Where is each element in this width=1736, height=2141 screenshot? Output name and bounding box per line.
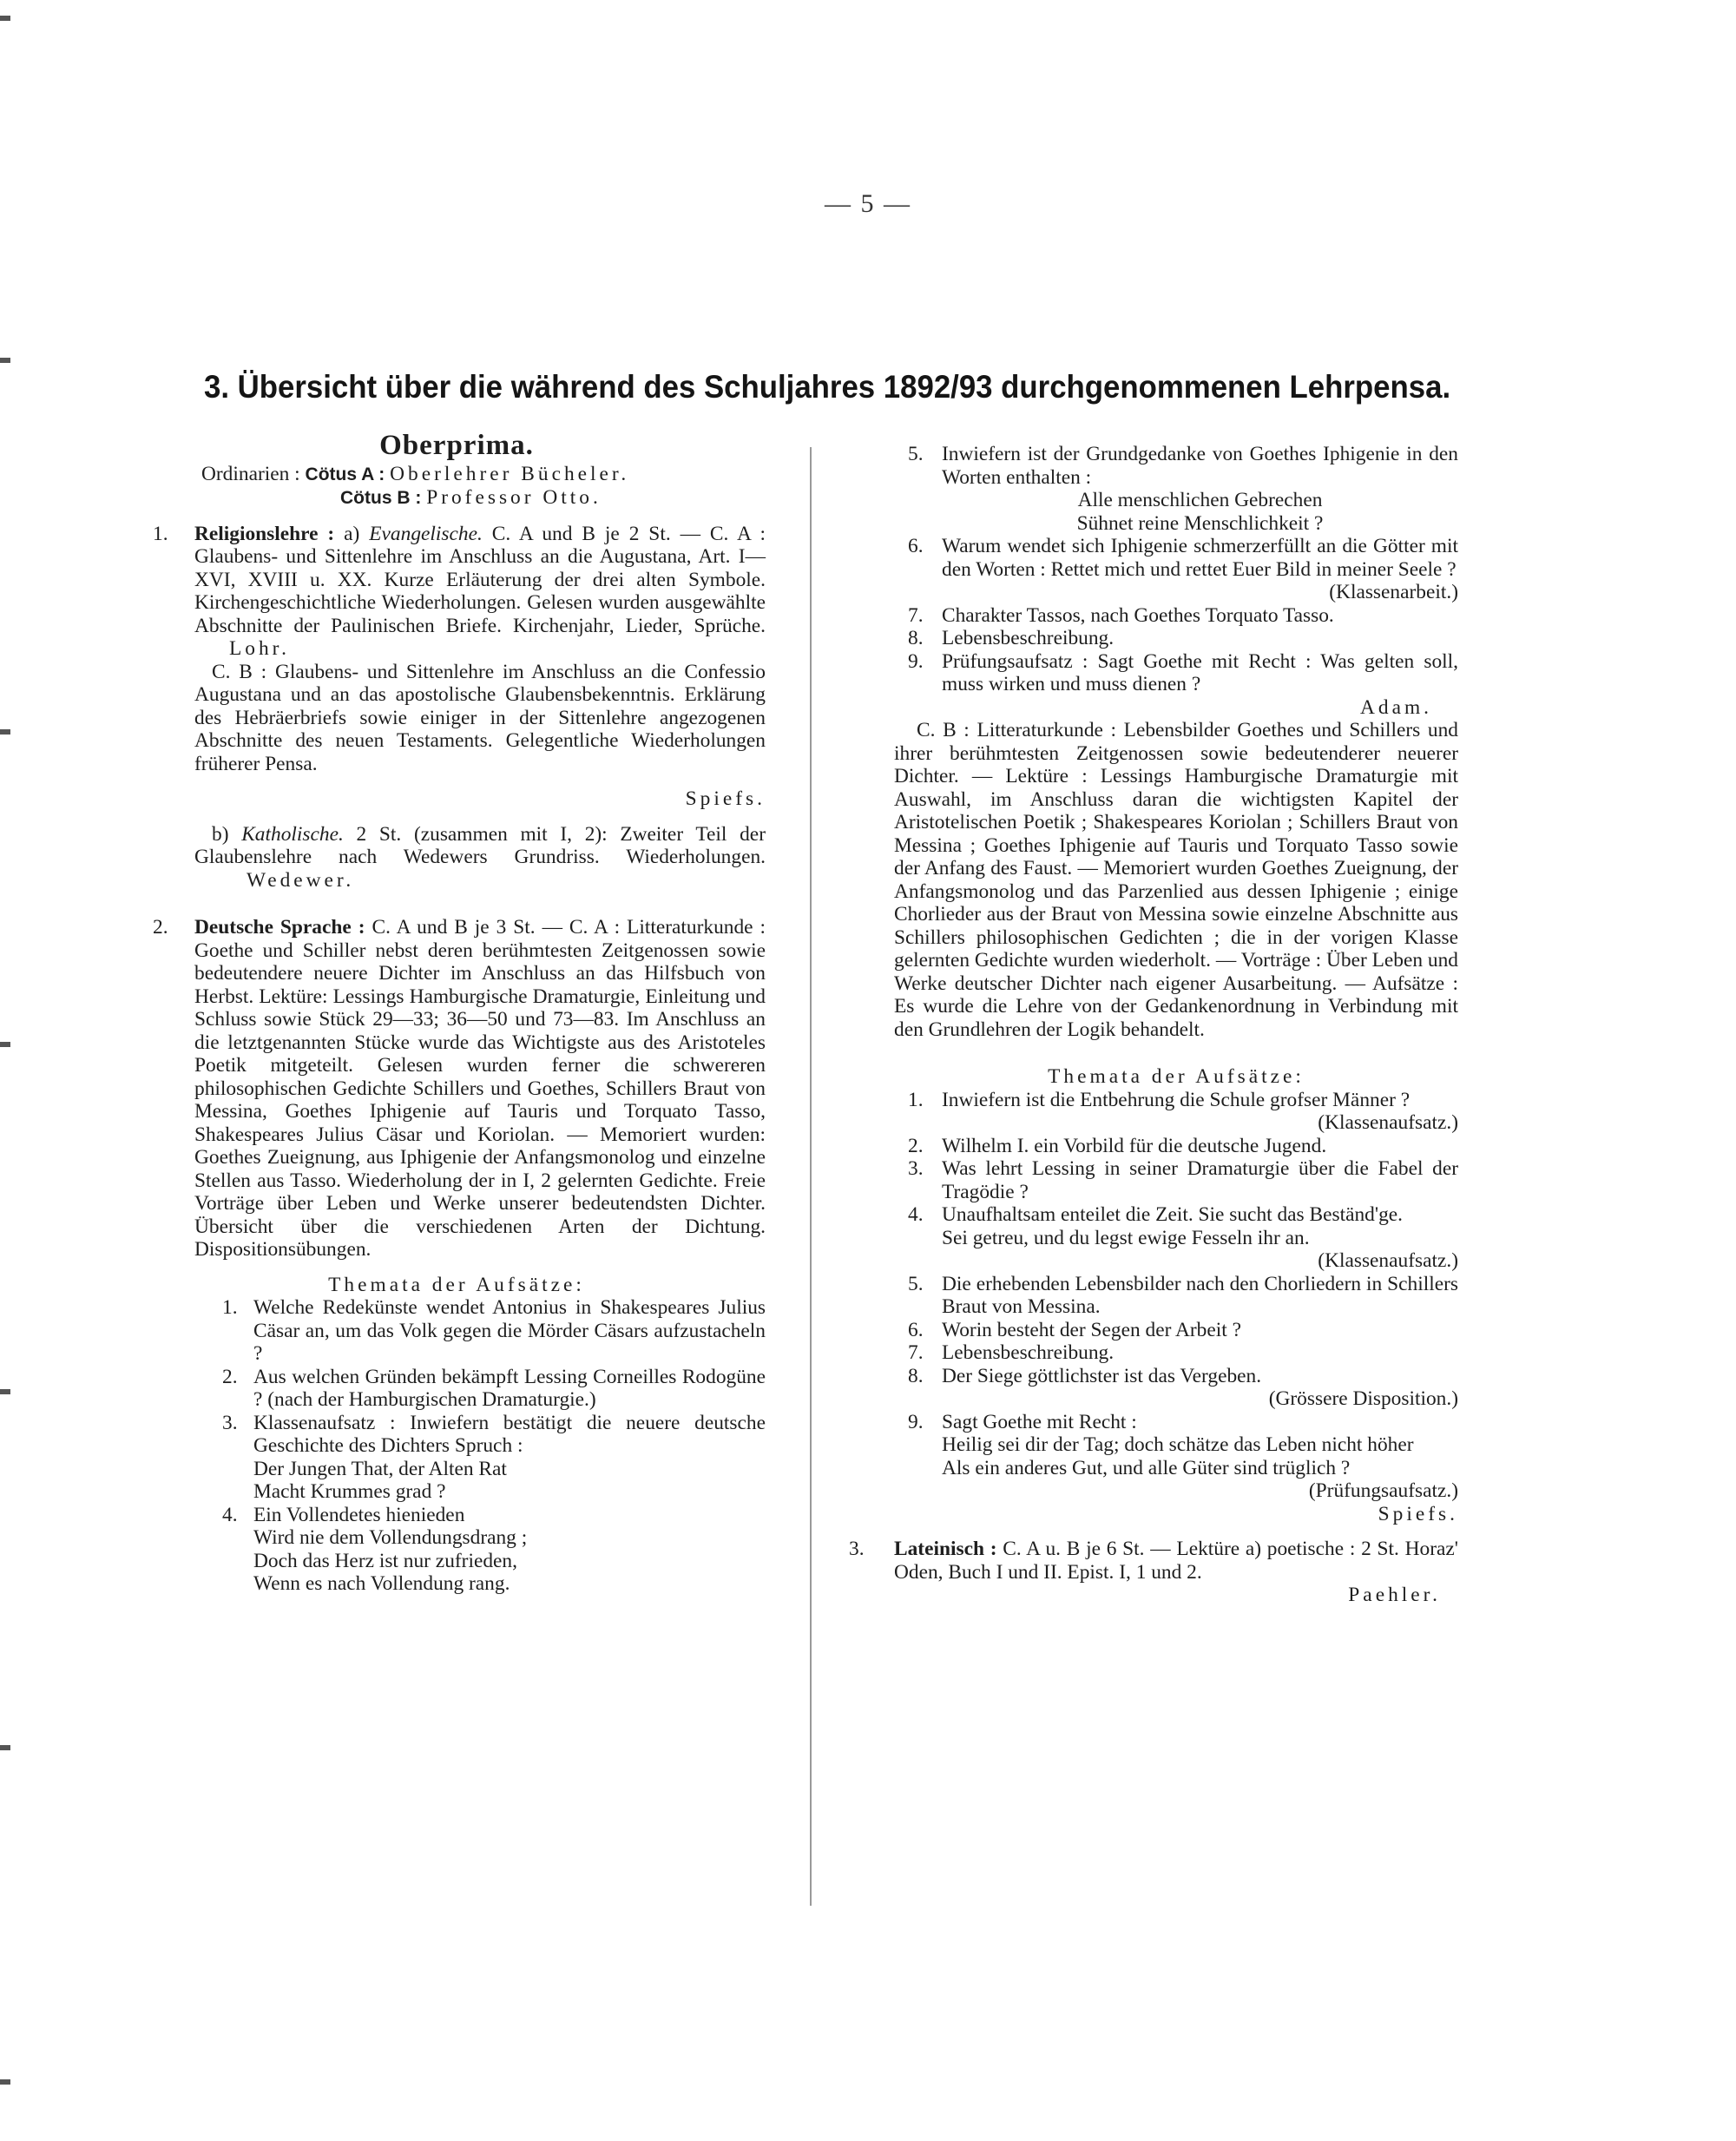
item-number: 1. — [908, 1088, 924, 1111]
item-number: 7. — [908, 603, 924, 627]
coetus-a-teacher: Oberlehrer Bücheler. — [390, 462, 630, 485]
poem-line: Der Jungen That, der Alten Rat — [253, 1457, 507, 1480]
item-text: Prüfungsaufsatz : Sagt Goethe mit Recht : Was gelten soll, muss wirken und muss dienen ? — [942, 649, 1458, 695]
poem-line: Unaufhaltsam enteilet die Zeit. Sie sucht das Beständ'ge. — [942, 1203, 1404, 1226]
binding-mark — [0, 1042, 10, 1047]
item-note: (Klassenaufsatz.) — [1318, 1249, 1458, 1272]
paragraph-text: C. A u. B je 6 St. — Lektüre a) poetische : 2 St. Horaz' Oden, Buch I und II. Epist. I, 1 und 2. — [894, 1538, 1458, 1584]
item-text: Lebensbeschreibung. — [942, 1341, 1115, 1364]
poem-line: Heilig sei dir der Tag; doch schätze das Leben nicht höher — [942, 1433, 1414, 1456]
list-item — [894, 650, 1458, 696]
teacher-name: Adam. — [1359, 695, 1432, 719]
poem-line: Doch das Herz ist nur zufrieden, — [253, 1549, 517, 1572]
poem-line: Sei getreu, und du legst ewige Fesseln ihr an. — [942, 1226, 1310, 1249]
item-text: Lebensbeschreibung. — [942, 627, 1115, 649]
item-note: (Klassenarbeit.) — [1329, 581, 1458, 603]
section-number: 1. — [153, 522, 168, 545]
ordinarien-a — [201, 463, 766, 487]
item-number: 8. — [908, 1364, 924, 1387]
list-item — [894, 1341, 1458, 1365]
list-item — [894, 535, 1458, 581]
poem-line: Alle menschlichen Gebrechen — [1077, 489, 1323, 511]
section-deutsch — [148, 916, 766, 1262]
subsection-katholisch: Katholische. — [241, 822, 344, 846]
item-text: Warum wendet sich Iphigenie schmerzerfüllt an die Götter mit den Worten : Rettet mich und rettet Euer Bild in meiner Seele ? — [942, 535, 1458, 581]
item-text: Aus welchen Gründen bekämpft Lessing Corneilles Rodogüne ? (nach der Hamburgischen Dramaturgie.) — [253, 1365, 766, 1411]
list-item — [894, 627, 1458, 650]
item-number: 4. — [908, 1203, 924, 1226]
section-heading-latein: Lateinisch : — [894, 1538, 997, 1560]
subsection-evangelisch: Evangelische. — [369, 522, 483, 545]
list-item — [148, 1366, 766, 1412]
item-note: (Grössere Disposition.) — [1268, 1387, 1458, 1410]
list-item — [894, 604, 1458, 628]
list-item — [148, 1504, 766, 1527]
poem-line: Ein Vollendetes hienieden — [253, 1503, 465, 1526]
poem-line: Als ein anderes Gut, und alle Güter sind trüglich ? — [942, 1456, 1351, 1479]
themata-list — [148, 1296, 766, 1596]
paragraph-text: C. B : Glaubens- und Sittenlehre im Anschluss an die Confessio Augustana und an das apostolische Glaubensbekenntnis. Erklärung des Hebräerbriefs sowie einiger in der Sittenlehre angezogenen Abschnitte des neuen Testaments. Gelegentliche Wiederholungen früherer Pensa. — [194, 660, 766, 775]
item-text: Die erhebenden Lebensbilder nach den Chorliedern in Schillers Braut von Messina. — [942, 1272, 1458, 1318]
list-item — [894, 1088, 1458, 1134]
column-divider — [810, 447, 812, 1906]
item-number: 9. — [908, 649, 924, 673]
item-text: Worin besteht der Segen der Arbeit ? — [942, 1318, 1241, 1341]
binding-mark — [0, 2079, 10, 2085]
list-item — [894, 1135, 1458, 1158]
ordinarien-label: Ordinarien : — [201, 462, 300, 485]
item-text: Klassenaufsatz : Inwiefern bestätigt die neuere deutsche Geschichte des Dichters Spruch : — [253, 1411, 766, 1457]
list-item — [148, 1296, 766, 1366]
themata-title: Themata der Aufsätze: — [328, 1273, 585, 1296]
item-number: 5. — [908, 443, 924, 465]
item-text: Sagt Goethe mit Recht : — [942, 1410, 1137, 1433]
item-number: 6. — [908, 535, 924, 557]
item-text: Charakter Tassos, nach Goethes Torquato Tasso. — [942, 603, 1334, 627]
list-item — [894, 1411, 1458, 1434]
section-religion-kath — [148, 823, 766, 893]
paragraph-text: 2 St. (zusammen mit I, 2): Zweiter Teil der Glaubenslehre nach Wedewers Grundriss. Wiederholungen. — [194, 822, 766, 868]
class-title: Oberprima. — [379, 430, 534, 461]
item-text: Der Siege göttlichster ist das Vergeben. — [942, 1364, 1262, 1387]
binding-mark — [0, 1745, 10, 1750]
item-text: Inwiefern ist der Grundgedanke von Goethes Iphigenie in den Worten enthalten : — [942, 443, 1458, 489]
item-note: (Prüfungsaufsatz.) — [1308, 1479, 1458, 1502]
paragraph-text: C. A und B je 2 St. — C. A : Glaubens- und Sittenlehre im Anschluss an die Augustana, Art. I—XVI, XVIII u. XX. Kurze Erläuterung der drei alten Symbole. Kirchengeschichtliche Wiederholungen. Gelesen wurden ausgewählte Abschnitte der Paulinischen Briefe. Kirchenjahr, Lieder, Sprüche. — [194, 522, 766, 637]
list-item — [894, 1157, 1458, 1203]
subsection-marker: a) — [344, 522, 360, 545]
item-text: Was lehrt Lessing in seiner Dramaturgie über die Fabel der Tragödie ? — [942, 1157, 1458, 1203]
item-text: Inwiefern ist die Entbehrung die Schule grofser Männer ? — [942, 1088, 1410, 1111]
item-number: 9. — [908, 1410, 924, 1433]
section-number: 3. — [849, 1538, 865, 1560]
coetus-b-label: Cötus B : — [340, 488, 422, 508]
paragraph-cb: C. B : Litteraturkunde : Lebensbilder Goethes und Schillers und ihrer berühmtesten Zeitgenossen sowie bedeutenderer neuerer Dichter. — Lektüre : Lessings Hamburgische Dramaturgie mit Auswahl, im Anschluss daran die wichtigsten Kapitel der Aristotelischen Poetik ; Shakespeares Koriolan ; Schillers Braut von Messina ; Goethes Iphigenie auf Tauris und Torquato Tasso sowie der Anfang des Faust. — Memoriert wurden Goethes Zueignung, der Anfangsmonolog und das Parzenlied aus dessen Iphigenie ; einige Chorlieder aus der Braut von Messina sowie einzelne Abschnitte aus Schillers philosophischen Gedichten ; die in der vorigen Klasse gelernten Gedichte wurden wiederholt. — Vorträge : Über Leben und Werke deutscher Dichter nach eigener Ausarbeitung. — Aufsätze : Es wurde die Lehre von der Gedankenordnung in Verbindung mit den Grundlehren der Logik behandelt. — [894, 719, 1458, 1041]
poem-line: Wenn es nach Vollendung rang. — [253, 1572, 510, 1595]
poem-line: Wird nie dem Vollendungsdrang ; — [253, 1526, 528, 1549]
binding-mark — [0, 729, 10, 735]
binding-mark — [0, 1389, 10, 1394]
section-heading-deutsch: Deutsche Sprache : — [194, 916, 365, 939]
themata-list — [894, 1089, 1458, 1526]
teacher-name: Spiefs. — [685, 787, 766, 810]
list-item — [894, 1203, 1458, 1227]
section-heading-religion: Religionslehre : — [194, 522, 335, 545]
right-column — [849, 443, 1458, 1607]
item-text: Wilhelm I. ein Vorbild für die deutsche Jugend. — [942, 1134, 1327, 1157]
teacher-name: Paehler. — [1348, 1584, 1441, 1606]
section-religion-cb — [148, 661, 766, 811]
paragraph-text: C. A und B je 3 St. — C. A : Litteraturkunde : Goethe und Schiller nebst deren berühmtesten Zeitgenossen sowie bedeutendere neuere Dichter im Anschluss an das Hilfsbuch von Herbst. Lektüre: Lessings Hamburgische Dramaturgie, Einleitung und Schluss sowie Stück 29—33; 36—50 und 73—83. Im Anschluss an die letztgenannten Stücke wurde das Wichtigste aus des Aristoteles Poetik mitgeteilt. Gelesen wurden ferner die schwereren philosophischen Gedichte Schillers und Goethes, Schillers Braut von Messina, Goethes Iphigenie auf Tauris und Torquato Tasso, Shakespeares Julius Cäsar und Koriolan. — Memoriert wurden: Goethes Zueignung, aus Iphigenie der Anfangsmonolog und einzelne Stellen aus Tasso. Wiederholung der in I, 2 gelernten Gedichte. Freie Vorträge über Leben und Werke unserer bedeutendsten Dichter. Übersicht über die verschiedenen Arten der Dichtung. Dispositionsübungen. — [194, 916, 766, 1261]
themata-title: Themata der Aufsätze: — [1048, 1065, 1305, 1088]
item-number: 5. — [908, 1272, 924, 1295]
binding-mark — [0, 358, 10, 363]
teacher-name: Lohr. — [229, 637, 291, 660]
item-text: Welche Redekünste wendet Antonius in Shakespeares Julius Cäsar an, um das Volk gegen die Mörder Cäsars aufzustacheln ? — [253, 1296, 766, 1365]
list-item — [894, 1365, 1458, 1388]
coetus-a-label: Cötus A : — [305, 464, 385, 484]
section-heading: 3. Übersicht über die während des Schuljahres 1892/93 durchgenommenen Lehrpensa. — [204, 369, 1451, 405]
item-number: 7. — [908, 1341, 924, 1364]
teacher-name: Spiefs. — [1378, 1502, 1458, 1525]
teacher-name: Wedewer. — [247, 868, 355, 892]
binding-mark — [0, 16, 10, 21]
list-item — [894, 443, 1458, 489]
themata-continued — [894, 443, 1458, 719]
item-number: 2. — [222, 1365, 238, 1388]
page-number: — 5 — — [825, 189, 911, 218]
item-number: 2. — [908, 1134, 924, 1157]
coetus-b-teacher: Professor Otto. — [426, 486, 602, 509]
item-number: 1. — [222, 1296, 238, 1319]
item-number: 3. — [908, 1157, 924, 1180]
subsection-marker: b) — [212, 822, 229, 846]
list-item — [148, 1412, 766, 1458]
section-number: 2. — [153, 916, 168, 939]
poem-line: Macht Krummes grad ? — [253, 1480, 446, 1503]
list-item — [894, 1273, 1458, 1319]
ordinarien-b — [340, 486, 766, 511]
left-column — [148, 430, 766, 1596]
section-religion — [148, 523, 766, 661]
poem-line: Sühnet reine Menschlichkeit ? — [1076, 511, 1324, 535]
list-item — [894, 1319, 1458, 1342]
item-number: 6. — [908, 1318, 924, 1341]
item-number: 8. — [908, 627, 924, 649]
item-note: (Klassenaufsatz.) — [1318, 1111, 1458, 1134]
section-latein — [833, 1538, 1458, 1584]
item-number: 4. — [222, 1503, 238, 1526]
item-number: 3. — [222, 1411, 238, 1434]
